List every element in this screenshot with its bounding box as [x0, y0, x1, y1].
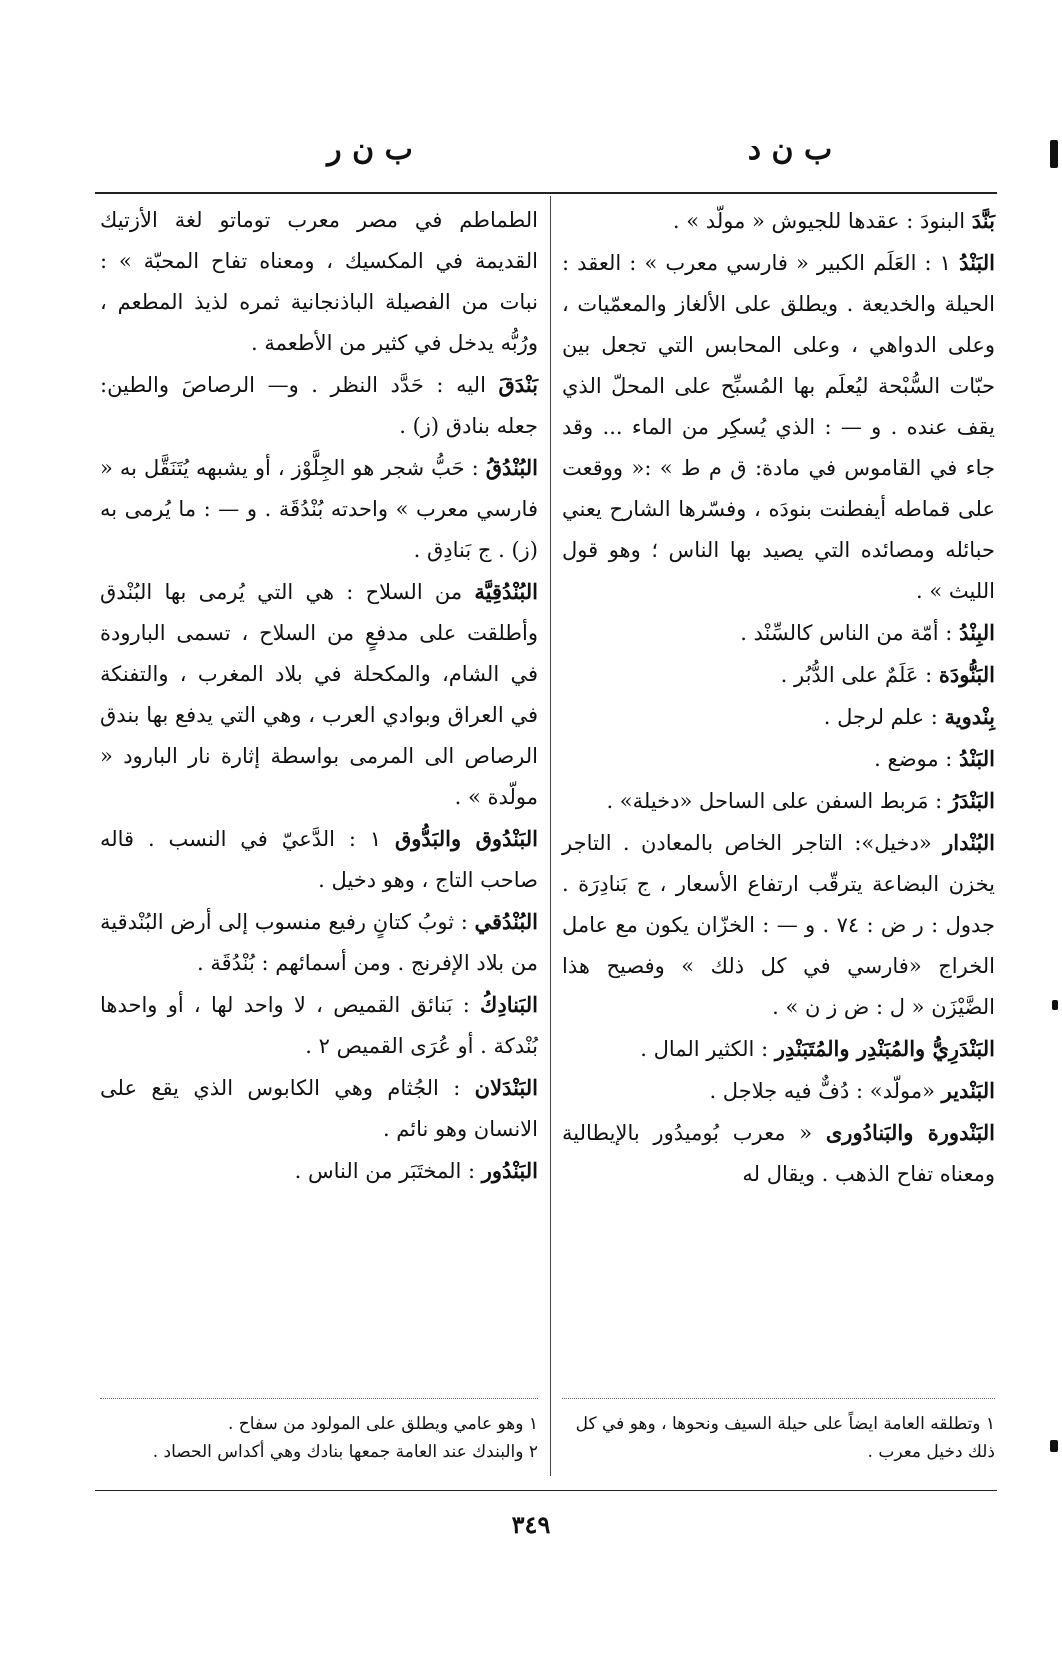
dictionary-entry [562, 738, 995, 780]
headword: البَنْدَرِيُّ والمُبَنْدِر والمُتَبَنْدِر [774, 1036, 995, 1061]
headword: البَنْدُوق والبَدُّوق [394, 826, 539, 851]
headword: البَنْدَلان [474, 1075, 538, 1100]
definition-text: : علم لرجل . [823, 705, 945, 729]
footnote: ١ وتطلقه العامة ايضاً على حيلة السيف ونحوها ، وهو في كل ذلك دخيل معرب . [575, 1414, 995, 1462]
headword: البُنْدار [943, 830, 995, 855]
headword: البَنادِكُ [480, 992, 538, 1017]
footnotes-left [100, 1410, 538, 1466]
definition-text: : حَبُّ شجر هو الجِلَّوْز ، أو يشبهه يُتَنَقَّل به « فارسي معرب » واحدته بُنْدُقَة . و — : ما يُرمى به (ز) . ج بَنادِق . [100, 456, 538, 562]
dictionary-entry [562, 696, 995, 738]
definition-text: : موضع . [874, 747, 960, 771]
dictionary-entry [100, 1067, 538, 1150]
definition-text: «دخيل»: التاجر الخاص بالمعادن . التاجر يخزن البضاعة يترقّب ارتفاع الأسعار ، ج بَنادِرَة . جدول : ر ض : ٧٤ . و — : الخزّان يكون مع عامل الخراج «فارسي في كل ذلك » وفصيح هذا الضَّيْزَن « ل : ض ز ن » . [562, 831, 995, 1019]
headword: البُنْدُقِيَّة [474, 579, 538, 604]
definition-text: « معرب بُوميدُور بالإيطالية ومعناه تفاح الذهب . ويقال له [562, 1121, 995, 1186]
headword: البَنْدُور [481, 1158, 538, 1183]
headword: بَنَّدَ [971, 208, 995, 233]
dictionary-entry [562, 612, 995, 654]
footnote: ٢ والبندك عند العامة جمعها بنادك وهي أكداس الحصاد . [152, 1442, 538, 1462]
definition-text: من السلاح : هي التي يُرمى بها البُنْدق وأطلقت على مدفعٍ من السلاح ، تسمى البارودة في الشام، والمكحلة في بلاد المغرب ، والتفنكة في العراق وبوادي العرب ، وهي التي يدفع بها بندق الرصاص الى المرمى بواسطة إثارة نار البارود « مولّدة » . [100, 580, 538, 809]
definition-text: البنودَ : عقدها للجيوش « مولّد » . [672, 209, 972, 233]
definition-text: الطماطم في مصر معرب توماتو لغة الأزتيك القديمة في المكسيك ، ومعناه تفاح المحبّة » : نبات من الفصيلة الباذنجانية ثمره لذيذ المطعم ، ورُبُّه يدخل في كثير من الأطعمة . [100, 208, 538, 355]
definition-text: اليه : حَدَّد النظر . و— الرصاصَ والطين: جعله بنادق (ز) . [100, 373, 538, 438]
definition-text: : بَنائق القميص ، لا واحد لها ، أو واحدها بُنْدكة . أو عُرَى القميص ٢ . [100, 993, 538, 1058]
edge-mark [1052, 1000, 1058, 1010]
dictionary-entry [100, 447, 538, 571]
headword: البَنْدورة والبَنادُورى [825, 1120, 995, 1145]
headword: بِنْدوية [944, 704, 995, 729]
headword: البِنْدُ [959, 620, 995, 645]
dictionary-entry [562, 1028, 995, 1070]
dictionary-entry [100, 818, 538, 901]
dictionary-entry [562, 1112, 995, 1195]
footnote-rule-left [100, 1398, 538, 1399]
definition-text: : المختَبَر من الناس . [294, 1159, 482, 1183]
right-column [562, 200, 995, 1195]
footer-rule [95, 1490, 997, 1491]
definition-text: : عَلَمٌ على الدُّبُر . [780, 663, 939, 687]
definition-text: : ثوبُ كتانٍ رفيع منسوب إلى أرض البُنْدقية من بلاد الإفرنج . ومن أسمائهم : بُنْدُقَة . [100, 910, 538, 975]
definition-text: : الجُثام وهي الكابوس الذي يقع على الانسان وهو نائم . [100, 1076, 538, 1141]
definition-text: : أمّة من الناس كالسِّنْد . [740, 621, 960, 645]
left-column [100, 200, 538, 1192]
dictionary-entry [100, 901, 538, 984]
dictionary-entry [100, 364, 538, 447]
headword: البُنْدُقُ [485, 455, 538, 480]
definition-text: «مولّد» : دُفٌّ فيه جلاجل . [709, 1079, 942, 1103]
footnotes-right [562, 1410, 995, 1466]
dictionary-entry [562, 1070, 995, 1112]
dictionary-entry [562, 242, 995, 612]
footnote: ١ وهو عامي ويطلق على المولود من سفاح . [227, 1414, 538, 1434]
dictionary-entry [100, 1150, 538, 1192]
column-divider [550, 196, 551, 1476]
dictionary-entry [100, 200, 538, 364]
definition-text: : الكثير المال . [640, 1037, 775, 1061]
headword: البَنْدُ [959, 250, 995, 275]
edge-mark [1050, 140, 1058, 168]
headword: البَنْدَرُ [948, 788, 995, 813]
dictionary-entry [562, 654, 995, 696]
footnote-rule-right [562, 1398, 995, 1399]
headword: البَنُّودَة [938, 662, 995, 687]
definition-text: ١ : العَلَم الكبير « فارسي معرب » : العقد : الحيلة والخديعة . ويطلق على الألغاز والمعمّيات ، وعلى الدواهي ، وعلى المحابس التي تجعل بين حبّات السُّبْحة ليُعلَم بها المُسبِّح على المحلّ الذي يقف عنده . و — : الذي يُسكِر من الماء ... وقد جاء في القاموس في مادة: ق م ط » :« ووقعت على قماطه أيفطنت بنودَه ، وفسّرها الشارح يعني حبائله ومصائده التي يصيد بها الناس ؛ وهو قول الليث » . [562, 251, 995, 603]
page-number: ٣٤٩ [511, 1510, 551, 1539]
definition-text: : مَربط السفن على الساحل «دخيلة» . [606, 789, 949, 813]
dictionary-entry [562, 780, 995, 822]
headword: بَنْدَقَ [498, 372, 538, 397]
dictionary-entry [100, 571, 538, 818]
running-header-left: ب ن ر [327, 132, 413, 167]
headword: البَنْدُ [959, 746, 995, 771]
headword: البَنْدير [941, 1078, 995, 1103]
edge-mark [1050, 1440, 1058, 1452]
definition-text: ١ : الدَّعيّ في النسب . قاله صاحب التاج ، وهو دخيل . [100, 827, 538, 892]
dictionary-entry [562, 822, 995, 1028]
dictionary-entry [562, 200, 995, 242]
dictionary-entry [100, 984, 538, 1067]
headword: البُنْدُقي [474, 909, 538, 934]
header-rule [95, 192, 997, 194]
running-header-right: ب ن د [747, 132, 833, 167]
